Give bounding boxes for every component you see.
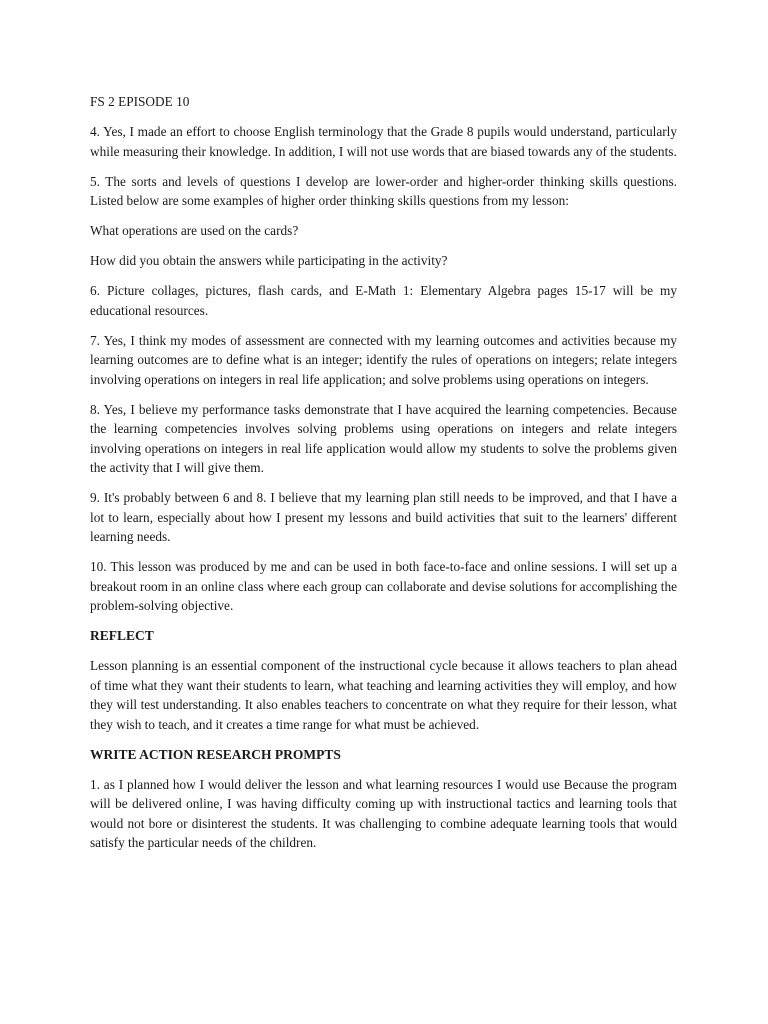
answer-5: 5. The sorts and levels of questions I develop are lower-order and higher-order thinking skills questions. Listed below are some examples of higher order thinking skills questions from my lesson: <box>90 173 677 208</box>
answer-10: 10. This lesson was produced by me and can be used in both face-to-face and online sessions. I will set up a breakout room in an online class where each group can collaborate and devise solutions for accomplishing the problem-solving objective. <box>90 559 677 613</box>
action-research-heading: WRITE ACTION RESEARCH PROMPTS <box>90 746 341 762</box>
hots-question-1: What operations are used on the cards? <box>90 223 299 238</box>
answer-8: 8. Yes, I believe my performance tasks demonstrate that I have acquired the learning competencies. Because the learning competencies involves solving problems using operations on integers and relate integers involving operations on integers in real life application would allow my students to solve the problems given the activity that I will give them. <box>90 401 677 475</box>
action-research-body: 1. as I planned how I would deliver the lesson and what learning resources I would use Because the program will be delivered online, I was having difficulty coming up with instructional tactics and learning tools that would not bore or disinterest the students. It was challenging to combine adequate learning tools that would satisfy the particular needs of the children. <box>90 776 677 850</box>
hots-question-2: How did you obtain the answers while participating in the activity? <box>90 253 448 268</box>
document-page <box>90 92 677 863</box>
reflect-body: Lesson planning is an essential component of the instructional cycle because it allows teachers to plan ahead of time what they want their students to learn, what teaching and learning activities they will employ, and how they will test understanding. It also enables teachers to concentrate on what they require for their lesson, what they wish to teach, and it creates a time range for what must be achieved. <box>90 658 677 732</box>
answer-6: 6. Picture collages, pictures, flash cards, and E-Math 1: Elementary Algebra pages 15-17 will be my educational resources. <box>90 283 677 318</box>
reflect-heading: REFLECT <box>90 628 154 643</box>
answer-9: 9. It's probably between 6 and 8. I believe that my learning plan still needs to be improved, and that I have a lot to learn, especially about how I present my lessons and build activities that suit to the learners' different learning needs. <box>90 490 677 544</box>
document-title: FS 2 EPISODE 10 <box>90 94 190 109</box>
answer-4: 4. Yes, I made an effort to choose English terminology that the Grade 8 pupils would understand, particularly while measuring their knowledge. In addition, I will not use words that are biased towards any of the students. <box>90 124 677 159</box>
answer-7: 7. Yes, I think my modes of assessment are connected with my learning outcomes and activities because my learning outcomes are to define what is an integer; identify the rules of operations on integers; relate integers involving operations on integers in real life application; and solve problems using operations on integers. <box>90 332 677 387</box>
